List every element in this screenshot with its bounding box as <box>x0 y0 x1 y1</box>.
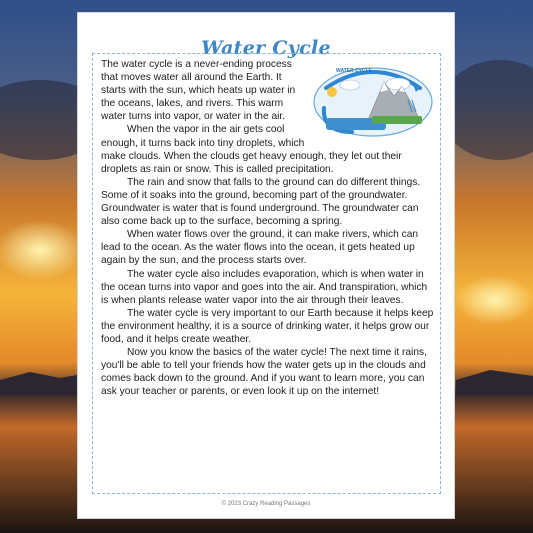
worksheet-page <box>77 12 455 519</box>
paragraph-1: The water cycle is a never-ending process that moves water all around the Earth. It starts with the sun, which heats up water in the oceans, lakes, and rivers. This warm water turns into vapor, or water in the air. <box>101 59 296 123</box>
passage-text <box>101 58 434 398</box>
paragraph-3: The rain and snow that falls to the ground can do different things. Some of it soaks into the ground, becoming part of the groundwater. Groundwater is water that is found underground. The groundwater can also come back up to the surface, becoming a spring. <box>101 176 421 228</box>
page-title: Water Cycle <box>201 37 331 59</box>
paragraph-6: The water cycle is very important to our Earth because it helps keep the environment healthy, it is a source of drinking water, it helps grow our food, and it helps create weather. <box>101 307 434 345</box>
reading-passage-box <box>92 53 441 494</box>
copyright-footer: © 2023 Crazy Reading Passages <box>221 501 311 507</box>
paragraph-4: When water flows over the ground, it can make rivers, which can lead to the ocean. As the water flows into the ocean, it gets heated up again by the sun, and the process starts over. <box>101 229 419 267</box>
figure-label: WATER CYCLE <box>336 68 373 74</box>
paragraph-7: Now you know the basics of the water cycle! The next time it rains, you'll be able to tell your friends how the water gets up in the clouds and comes back down to the ground. And if you want to learn more, you can ask your teacher or parents, or even look it up on the internet! <box>101 347 427 398</box>
paragraph-2: When the vapor in the air gets cool enough, it turns back into tiny droplets, which make clouds. When the clouds get heavy enough, they let out their droplets as rain or snow. This is called precipitation. <box>101 124 402 175</box>
paragraph-5: The water cycle also includes evaporation, which is when water in the ocean turns into vapor and goes into the air. And transpiration, which is when plants release water vapor into the air through their leaves. <box>101 268 428 306</box>
water-cycle-illustration <box>312 60 434 140</box>
